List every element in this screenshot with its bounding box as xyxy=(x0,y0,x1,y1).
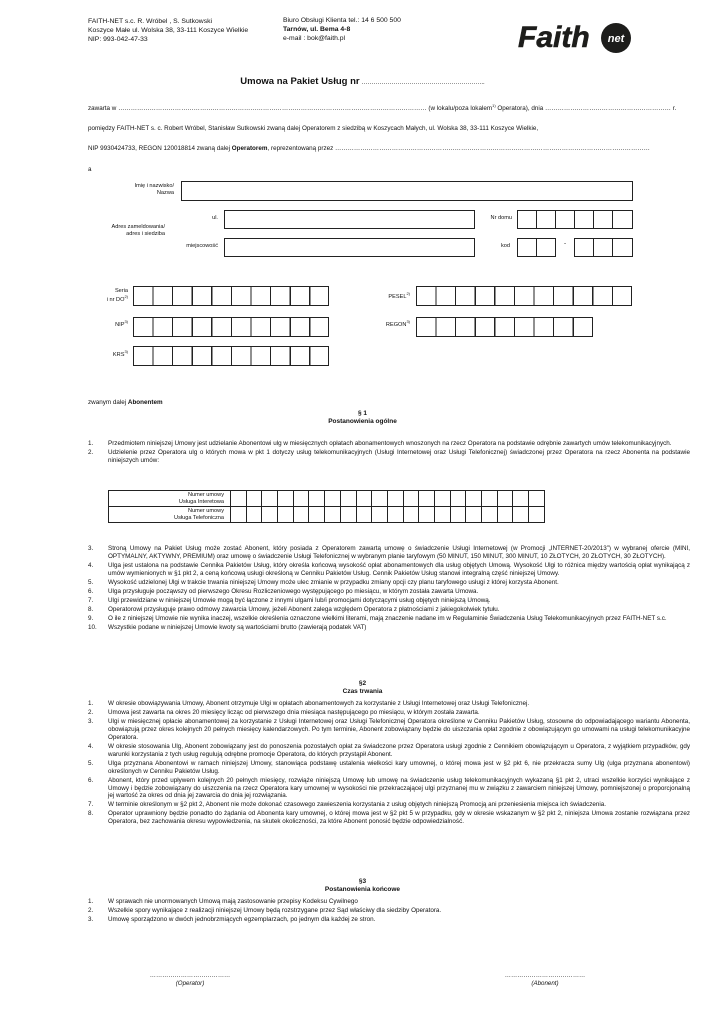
pesel-label: PESEL$^{2)}$ xyxy=(388,291,410,300)
list-item: 10. Wszystkie podane w niniejszej Umowie kwoty są wartościami brutto (zawierają podatek VAT) xyxy=(88,624,367,632)
digit-cell[interactable] xyxy=(246,507,262,523)
list-item: 6. Abonent, który przed upływem kolejnych 20 pełnych miesięcy, rozwiąże niniejszą Umowę lub umowę na świadczenie usług telekomunikacyjnych wykazaną §1 pkt 2, utraci wszelkie korzyści wynikające z Umowy i będzie zobowiązany do uiszczenia na rzecz Operatora kary umownej w wysokości nie przekraczającej ulgi przyznanej mu w związku z zawarciem niniejszej Umowy, pomniejszonej o proporcjonalną jej wartość za okres od dnia jej zawarcia do dnia jej rozwiązania. xyxy=(88,776,690,800)
house-number-cells[interactable] xyxy=(517,210,633,229)
section-2-list xyxy=(88,700,690,827)
list-item: 2. Udzielenie przez Operatora ulg o których mowa w pkt 1 dotyczy usług telekomunikacyjnych (Usługi Internetowej oraz Usługi Telefonicznej) świadczonej przez Operatora na rzecz Abonenta na podstawie niniejszych umów: xyxy=(88,449,690,464)
subscriber-label: zwanym dalej Abonentem xyxy=(88,399,163,406)
digit-cell[interactable] xyxy=(403,507,419,523)
section-3-title: Postanowienia końcowe xyxy=(324,886,401,894)
postcode-cells[interactable] xyxy=(517,238,633,257)
digit-cell[interactable] xyxy=(293,507,309,523)
house-number-cell[interactable] xyxy=(593,210,613,229)
intro-date: Operatora), dnia …………………………………………………… r. xyxy=(495,105,677,113)
representative: , reprezentowaną przez …………………………………………………………………………………………………………………………………… xyxy=(267,145,650,152)
list-item: 4. W okresie stosowania Ulg, Abonent zobowiązany jest do ponoszenia pozostałych opłat za świadczone przez Operatora usługi zgodnie z Cennikiem obowiązującym u Operatora, z wyjątkiem przypadków, gdy warunki korzystania z tych usług regulują odrębne promocje Operatora, do których przystąpił Abonent. xyxy=(88,742,690,758)
document-title xyxy=(0,76,725,88)
digit-cell[interactable] xyxy=(325,507,341,523)
section-2-heading xyxy=(0,680,725,696)
digit-cell[interactable] xyxy=(278,507,294,523)
digit-cell[interactable] xyxy=(497,507,513,523)
table-row xyxy=(109,507,545,523)
subscriber-signature xyxy=(465,972,625,988)
street-label: ul. xyxy=(212,215,218,221)
digit-cell[interactable] xyxy=(434,507,450,523)
digit-cell[interactable] xyxy=(278,491,294,507)
company-block xyxy=(88,18,278,45)
office-address: Tarnów, ul. Bema 4-8 xyxy=(283,25,351,33)
section-2-title: Czas trwania xyxy=(342,688,383,696)
list-item: 2. Umowa jest zawarta na okres 20 miesięcy licząc od pierwszego dnia miesiąca następującego po miesiącu, w którym została zawarta. xyxy=(88,709,480,717)
phone-contract-label: Numer umowy Usługa Telefoniczna xyxy=(109,507,231,523)
operator-caption: (Operator) xyxy=(175,979,205,987)
digit-cell[interactable] xyxy=(356,491,372,507)
section-1-number: § 1 xyxy=(357,410,368,417)
postcode-cell[interactable] xyxy=(612,238,633,257)
id-series-cells[interactable] xyxy=(133,286,329,306)
house-number-cell[interactable] xyxy=(555,210,575,229)
digit-cell[interactable] xyxy=(387,507,403,523)
krs-cells[interactable] xyxy=(133,346,329,366)
postcode-cell[interactable] xyxy=(593,238,613,257)
section-3-list xyxy=(88,898,690,925)
digit-cell[interactable] xyxy=(246,491,262,507)
house-number-cell[interactable] xyxy=(536,210,556,229)
list-item: 7. W terminie określonym w §2 pkt 2, Abonent nie może dokonać czasowego zawieszenia korzystania z usług objętych niniejszą Promocją ani przeniesienia miejsca ich świadczenia. xyxy=(88,801,607,809)
digit-cell[interactable] xyxy=(340,507,356,523)
pesel-cells[interactable] xyxy=(416,286,632,306)
and-letter: a xyxy=(88,166,92,173)
digit-cell[interactable] xyxy=(372,491,388,507)
house-number-cell[interactable] xyxy=(612,210,633,229)
nip-cells[interactable] xyxy=(133,317,329,337)
digit-cell[interactable] xyxy=(340,491,356,507)
office-block xyxy=(283,17,453,44)
intro-line-3 xyxy=(88,145,698,153)
digit-cell[interactable] xyxy=(513,491,529,507)
nip-label: NIP$^{3)}$ xyxy=(115,319,128,328)
section-3-heading xyxy=(0,878,725,894)
digit-cell[interactable] xyxy=(325,491,341,507)
postcode-cell[interactable] xyxy=(517,238,537,257)
list-item: 8. Operatorowi przysługuje prawo odmowy zawarcia Umowy, jeżeli Abonent zalega względem Operatora z płatnościami z jakiegokolwiek tytułu. xyxy=(88,605,500,613)
digit-cell[interactable] xyxy=(529,491,545,507)
office-email: e-mail : bok@faith.pl xyxy=(283,34,346,42)
title-number-dots: …………………………………………………….. xyxy=(361,80,485,86)
digit-cell[interactable] xyxy=(434,491,450,507)
table-row xyxy=(109,491,545,507)
digit-cell[interactable] xyxy=(387,491,403,507)
list-item: 7. Ulgi przewidziane w niniejszej Umowie mogą być łączone z innymi ulgami lub/i promocjami dotyczącymi usług objętych niniejszą Umową. xyxy=(88,596,491,604)
list-item: 5. Wysokość udzielonej Ulgi w trakcie trwania niniejszej Umowy może ulec zmianie w przypadku zmiany opcji czy planu taryfowego usługi z której korzysta Abonent. xyxy=(88,578,559,586)
list-item: 8. Operator uprawniony będzie ponadto do żądania od Abonenta kary umownej, o której mowa jest w §2 pkt 5 w przypadku, gdy w okresie wskazanym w §2 pkt 2, niniejsza Umowa zostanie rozwiązana przez Operatora, bez zachowania okresu wypowiedzenia, na skutek okoliczności, za które Abonent ponosić będzie odpowiedzialność. xyxy=(88,810,690,826)
name-label: Imię i nazwisko/ Nazwa xyxy=(134,183,174,196)
postcode-cell[interactable] xyxy=(536,238,556,257)
city-label: miejscowość xyxy=(186,243,218,249)
faith-net-logo xyxy=(516,14,634,56)
postcode-dash: - xyxy=(564,240,567,247)
list-item: 5. Ulga przyznana Abonentowi w ramach niniejszej Umowy, stanowiąca podstawę ustalenia wielkości kary umownej, o której mowa jest w §2 pkt 6, nie przekracza sumy Ulg (ulga przyznana abonentowi) określonych w Cenniku Pakietów Usług. xyxy=(88,759,690,775)
digit-cell[interactable] xyxy=(466,491,482,507)
digit-cell[interactable] xyxy=(419,507,435,523)
digit-cell[interactable] xyxy=(513,507,529,523)
section-3-number: §3 xyxy=(358,878,367,885)
digit-cell[interactable] xyxy=(231,491,247,507)
house-number-cell[interactable] xyxy=(517,210,537,229)
list-item: 2. Wszelkie spory wynikające z realizacji niniejszej Umowy będą rozstrzygane przez Sąd właściwy dla siedziby Operatora. xyxy=(88,907,442,915)
house-number-cell[interactable] xyxy=(574,210,594,229)
contract-numbers-table xyxy=(108,490,545,523)
list-item: 1. W sprawach nie unormowanych Umową mają zastosowanie przepisy Kodeksu Cywilnego xyxy=(88,898,358,905)
company-nip: NIP: 993-042-47-33 xyxy=(88,35,148,43)
signature-line: ………………………………… xyxy=(149,972,231,979)
section-1-list-b xyxy=(88,545,690,633)
company-address: Koszyce Małe ul. Wolska 38, 33-111 Koszyce Wielkie xyxy=(88,26,249,34)
intro-line-1 xyxy=(88,103,690,113)
title-text: Umowa na Pakiet Usług nr xyxy=(240,76,360,87)
id-series-label: Seria i nr DO$^{2)}$ xyxy=(106,288,128,303)
section-1-list-a xyxy=(88,440,690,466)
operator-label: Operatorem xyxy=(231,145,268,152)
footnote-1: 1) xyxy=(492,103,496,108)
postcode-label: kod xyxy=(500,243,510,249)
digit-cell[interactable] xyxy=(419,491,435,507)
list-item: 4. Ulga jest ustalona na podstawie Cennika Pakietów Usług, który określa końcową wysokość opłat abonamentowych dla usług objętych Umową. Wysokość Ulgi to różnica między wartością opłat wynikającą z umów wymienionych w §1 pkt 2, a ceną końcową usługi określoną w Cenniku Pakietów Usług. Cennik Pakietów Usług stanowi integralną część niniejszej Umowy. xyxy=(88,561,690,577)
internet-contract-label: Numer umowy Usługa Interetowa xyxy=(109,491,231,507)
digit-cell[interactable] xyxy=(262,507,278,523)
digit-cell[interactable] xyxy=(529,507,545,523)
list-item: 1. Przedmiotem niniejszej Umowy jest udzielanie Abonentowi ulg w miesięcznych opłatach abonamentowych wnoszonych na rzecz Operatora na podstawie odrębnie zawartych umów telekomunikacyjnych. xyxy=(88,440,672,447)
section-1-title: Postanowienia ogólne xyxy=(328,418,397,426)
intro-place: zawarta w ………………………………………………………………………………………………………………………………… (w lokalu/poza lokalem xyxy=(88,105,493,113)
postcode-cell[interactable] xyxy=(574,238,594,257)
digit-cell[interactable] xyxy=(450,507,466,523)
list-item: 3. Umowę sporządzono w dwóch jednobrzmiących egzemplarzach, po jednym dla każdej ze stron. xyxy=(88,916,376,924)
company-name: FAITH-NET s.c. R. Wróbel , S. Sutkowski xyxy=(88,18,213,25)
office-phone: Biuro Obsługi Klienta tel.: 14 6 500 500 xyxy=(283,17,401,24)
digit-cell[interactable] xyxy=(356,507,372,523)
digit-cell[interactable] xyxy=(466,507,482,523)
logo-suffix: net xyxy=(607,33,625,45)
logo-text: Faith xyxy=(518,21,590,54)
digit-cell[interactable] xyxy=(293,491,309,507)
name-field[interactable] xyxy=(181,181,633,201)
street-field[interactable] xyxy=(224,210,475,229)
digit-cell[interactable] xyxy=(309,491,325,507)
operator-ids: NIP 9930424733, REGON 120018814 zwaną dalej xyxy=(88,145,232,152)
digit-cell[interactable] xyxy=(497,491,513,507)
digit-cell[interactable] xyxy=(262,491,278,507)
section-2-number: §2 xyxy=(358,680,367,687)
regon-label: REGON$^{3)}$ xyxy=(385,319,410,328)
address-label: Adres zameldowania/ adres i siedziba xyxy=(111,224,165,237)
digit-cell[interactable] xyxy=(372,507,388,523)
city-field[interactable] xyxy=(224,238,475,257)
list-item: 1. W okresie obowiązywania Umowy, Abonent otrzymuje Ulgi w opłatach abonamentowych za korzystanie z Usługi Internetowej oraz Usługi Telefonicznej. xyxy=(88,700,530,707)
house-number-label: Nr domu xyxy=(490,215,512,221)
digit-cell[interactable] xyxy=(482,491,498,507)
list-item: 3. Ulgi w miesięcznej opłacie abonamentowej za korzystanie z Usługi Internetowej oraz Usługi Telefonicznej Operatora określone w Cenniku Pakietów Usług, stosowne do odpowiadającego wariantu Abonenta, obowiązują przez okres kolejnych 20 pełnych miesięcy kalendarzowych. Po tym terminie, Abonent zobowiązany będzie do uiszczania opłat zgodnie z obowiązującym go umowami na usługi telekomunikacyjne Operatora. xyxy=(88,718,690,741)
regon-cells[interactable] xyxy=(416,317,593,337)
digit-cell[interactable] xyxy=(482,507,498,523)
list-item: 3. Stroną Umowy na Pakiet Usług może zostać Abonent, który posiada z Operatorem zawartą umowę o świadczenie Usługi Internetowej (w Promocji „INTERNET-20/2013”) w wybranej ofercie (MINI, OPTYMALNY, AKTYWNY, PREMIUM) oraz umowę o świadczenie Usługi Telefonicznej w wybranym planie taryfowym (50 MINUT, 150 MINUT, 300 MINUT, 10 ZŁOTYCH, 20 ZŁOTYCH, 30 ZŁOTYCH). xyxy=(88,545,690,560)
signature-line: ………………………………… xyxy=(504,972,586,979)
digit-cell[interactable] xyxy=(450,491,466,507)
krs-label: KRS$^{3)}$ xyxy=(112,349,128,358)
subscriber-caption: (Abonent) xyxy=(531,979,559,987)
digit-cell[interactable] xyxy=(231,507,247,523)
list-item: 6. Ulga przysługuje począwszy od pierwszego Okresu Rozliczeniowego występującego po miesiącu, w którym została zawarta Umowa. xyxy=(88,587,479,595)
list-item: 9. O ile z niniejszej Umowie nie wynika inaczej, wszelkie określenia oznaczone wielkimi literami, mają znaczenie nadane im w Regulaminie Świadczenia Usług Telekomunikacyjnych przez FAITH-NET s.c. xyxy=(88,615,667,622)
section-1-heading xyxy=(0,410,725,426)
intro-line-2: pomiędzy FAITH-NET s. c. Robert Wróbel, Stanisław Sutkowski zwaną dalej Operatorem z siedzibą w Koszycach Małych, ul. Wolska 38, 33-111 Koszyce Wielkie, xyxy=(88,125,539,132)
digit-cell[interactable] xyxy=(309,507,325,523)
digit-cell[interactable] xyxy=(403,491,419,507)
operator-signature xyxy=(110,972,270,988)
